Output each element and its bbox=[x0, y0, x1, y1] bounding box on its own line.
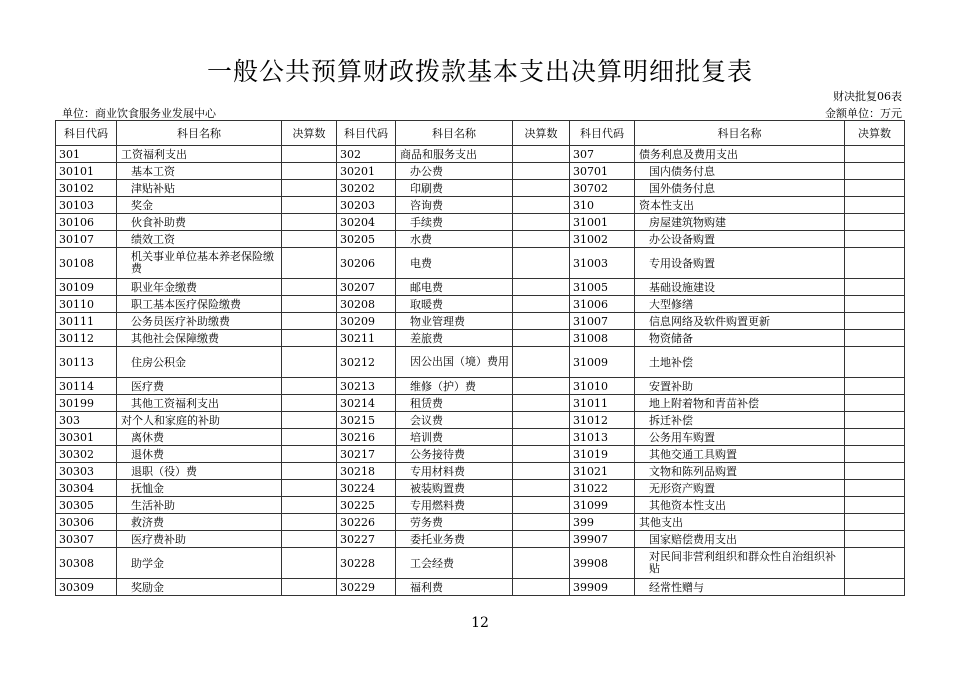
subject-code-cell: 303 bbox=[56, 412, 117, 429]
page-title: 一般公共预算财政拨款基本支出决算明细批复表 bbox=[206, 57, 753, 86]
amount-cell bbox=[282, 514, 337, 531]
amount-cell bbox=[282, 231, 337, 248]
subject-code-cell: 30304 bbox=[56, 480, 117, 497]
subject-name-cell: 住房公积金 bbox=[117, 347, 282, 378]
amount-cell bbox=[845, 531, 905, 548]
header-code-3: 科目代码 bbox=[570, 121, 635, 146]
table-row bbox=[56, 163, 905, 180]
subject-name-cell: 物资储备 bbox=[635, 330, 845, 347]
header-amount-3: 决算数 bbox=[845, 121, 905, 146]
subject-name-cell: 房屋建筑物购建 bbox=[635, 214, 845, 231]
amount-cell bbox=[513, 347, 570, 378]
amount-cell bbox=[513, 429, 570, 446]
subject-name-cell: 其他交通工具购置 bbox=[635, 446, 845, 463]
amount-cell bbox=[513, 412, 570, 429]
subject-code-cell: 30228 bbox=[337, 548, 396, 579]
subject-code-cell: 30205 bbox=[337, 231, 396, 248]
amount-cell bbox=[513, 163, 570, 180]
amount-cell bbox=[282, 296, 337, 313]
amount-cell bbox=[513, 463, 570, 480]
amount-cell bbox=[845, 146, 905, 163]
subject-code-cell: 30108 bbox=[56, 248, 117, 279]
subject-name-cell: 经常性赠与 bbox=[635, 579, 845, 596]
subject-code-cell: 30103 bbox=[56, 197, 117, 214]
subject-code-cell: 30206 bbox=[337, 248, 396, 279]
subject-name-cell: 邮电费 bbox=[396, 279, 513, 296]
subject-code-cell: 30208 bbox=[337, 296, 396, 313]
subject-name-cell: 电费 bbox=[396, 248, 513, 279]
subject-name-cell: 医疗费 bbox=[117, 378, 282, 395]
header-name-1: 科目名称 bbox=[117, 121, 282, 146]
subject-code-cell: 31022 bbox=[570, 480, 635, 497]
amount-cell bbox=[845, 330, 905, 347]
subject-code-cell: 30229 bbox=[337, 579, 396, 596]
header-name-2: 科目名称 bbox=[396, 121, 513, 146]
subject-code-cell: 30213 bbox=[337, 378, 396, 395]
subject-code-cell: 31010 bbox=[570, 378, 635, 395]
unit-label: 单位：商业饮食服务业发展中心 bbox=[62, 107, 216, 120]
subject-code-cell: 39909 bbox=[570, 579, 635, 596]
amount-cell bbox=[845, 446, 905, 463]
subject-code-cell: 30111 bbox=[56, 313, 117, 330]
subject-code-cell: 30202 bbox=[337, 180, 396, 197]
subject-code-cell: 31013 bbox=[570, 429, 635, 446]
subject-code-cell: 30309 bbox=[56, 579, 117, 596]
subject-name-cell: 伙食补助费 bbox=[117, 214, 282, 231]
subject-name-cell: 公务用车购置 bbox=[635, 429, 845, 446]
amount-cell bbox=[513, 214, 570, 231]
subject-code-cell: 31001 bbox=[570, 214, 635, 231]
subject-name-cell: 咨询费 bbox=[396, 197, 513, 214]
subject-code-cell: 30204 bbox=[337, 214, 396, 231]
subject-name-cell: 资本性支出 bbox=[635, 197, 845, 214]
subject-name-cell: 印刷费 bbox=[396, 180, 513, 197]
table-row bbox=[56, 180, 905, 197]
subject-code-cell: 31002 bbox=[570, 231, 635, 248]
subject-name-cell: 差旅费 bbox=[396, 330, 513, 347]
amount-cell bbox=[513, 146, 570, 163]
amount-cell bbox=[282, 548, 337, 579]
amount-cell bbox=[845, 548, 905, 579]
subject-name-cell: 公务接待费 bbox=[396, 446, 513, 463]
subject-name-cell: 工会经费 bbox=[396, 548, 513, 579]
subject-code-cell: 31003 bbox=[570, 248, 635, 279]
subject-code-cell: 30211 bbox=[337, 330, 396, 347]
table-header-row bbox=[56, 121, 905, 146]
subject-code-cell: 30215 bbox=[337, 412, 396, 429]
amount-cell bbox=[282, 480, 337, 497]
subject-name-cell: 国家赔偿费用支出 bbox=[635, 531, 845, 548]
amount-cell bbox=[513, 180, 570, 197]
subject-name-cell: 国外债务付息 bbox=[635, 180, 845, 197]
amount-cell bbox=[282, 395, 337, 412]
subject-code-cell: 31011 bbox=[570, 395, 635, 412]
amount-cell bbox=[845, 579, 905, 596]
header-code-2: 科目代码 bbox=[337, 121, 396, 146]
subject-name-cell: 其他工资福利支出 bbox=[117, 395, 282, 412]
subject-code-cell: 30303 bbox=[56, 463, 117, 480]
amount-cell bbox=[282, 446, 337, 463]
subject-code-cell: 30308 bbox=[56, 548, 117, 579]
amount-cell bbox=[845, 180, 905, 197]
subject-code-cell: 31008 bbox=[570, 330, 635, 347]
subject-name-cell: 劳务费 bbox=[396, 514, 513, 531]
subject-code-cell: 30216 bbox=[337, 429, 396, 446]
table-row bbox=[56, 330, 905, 347]
budget-table bbox=[55, 120, 905, 596]
subject-code-cell: 30101 bbox=[56, 163, 117, 180]
amount-cell bbox=[282, 197, 337, 214]
amount-cell bbox=[513, 378, 570, 395]
subject-name-cell: 职工基本医疗保险缴费 bbox=[117, 296, 282, 313]
table-row bbox=[56, 347, 905, 378]
subject-name-cell: 地上附着物和青苗补偿 bbox=[635, 395, 845, 412]
subject-code-cell: 301 bbox=[56, 146, 117, 163]
subject-name-cell: 公务员医疗补助缴费 bbox=[117, 313, 282, 330]
subject-code-cell: 31009 bbox=[570, 347, 635, 378]
amount-cell bbox=[282, 330, 337, 347]
subject-code-cell: 30301 bbox=[56, 429, 117, 446]
subject-code-cell: 30214 bbox=[337, 395, 396, 412]
subject-code-cell: 30702 bbox=[570, 180, 635, 197]
subject-name-cell: 离休费 bbox=[117, 429, 282, 446]
subject-name-cell: 办公设备购置 bbox=[635, 231, 845, 248]
subject-code-cell: 31012 bbox=[570, 412, 635, 429]
amount-cell bbox=[282, 531, 337, 548]
subject-name-cell: 委托业务费 bbox=[396, 531, 513, 548]
subject-name-cell: 债务利息及费用支出 bbox=[635, 146, 845, 163]
subject-code-cell: 30212 bbox=[337, 347, 396, 378]
table-row bbox=[56, 497, 905, 514]
amount-cell bbox=[513, 548, 570, 579]
amount-cell bbox=[282, 412, 337, 429]
amount-unit-label: 金额单位：万元 bbox=[825, 107, 902, 120]
table-row bbox=[56, 214, 905, 231]
subject-code-cell: 30109 bbox=[56, 279, 117, 296]
subject-name-cell: 无形资产购置 bbox=[635, 480, 845, 497]
subject-name-cell: 租赁费 bbox=[396, 395, 513, 412]
subject-name-cell: 专用材料费 bbox=[396, 463, 513, 480]
subject-name-cell: 办公费 bbox=[396, 163, 513, 180]
amount-cell bbox=[845, 313, 905, 330]
subject-code-cell: 30209 bbox=[337, 313, 396, 330]
amount-cell bbox=[845, 497, 905, 514]
amount-cell bbox=[513, 514, 570, 531]
subject-name-cell: 其他资本性支出 bbox=[635, 497, 845, 514]
amount-cell bbox=[845, 412, 905, 429]
subject-name-cell: 水费 bbox=[396, 231, 513, 248]
subject-name-cell: 取暖费 bbox=[396, 296, 513, 313]
table-row bbox=[56, 548, 905, 579]
table-row bbox=[56, 231, 905, 248]
subject-name-cell: 安置补助 bbox=[635, 378, 845, 395]
subject-name-cell: 物业管理费 bbox=[396, 313, 513, 330]
amount-cell bbox=[513, 296, 570, 313]
amount-cell bbox=[282, 146, 337, 163]
report-number: 财决批复06表 bbox=[833, 90, 902, 103]
subject-name-cell: 津贴补贴 bbox=[117, 180, 282, 197]
subject-name-cell: 国内债务付息 bbox=[635, 163, 845, 180]
amount-cell bbox=[845, 279, 905, 296]
header-name-3: 科目名称 bbox=[635, 121, 845, 146]
amount-cell bbox=[282, 463, 337, 480]
subject-code-cell: 31019 bbox=[570, 446, 635, 463]
amount-cell bbox=[282, 429, 337, 446]
subject-name-cell: 职业年金缴费 bbox=[117, 279, 282, 296]
subject-name-cell: 生活补助 bbox=[117, 497, 282, 514]
subject-name-cell: 对民间非营利组织和群众性自治组织补贴 bbox=[635, 548, 845, 579]
subject-code-cell: 30112 bbox=[56, 330, 117, 347]
amount-cell bbox=[845, 231, 905, 248]
amount-cell bbox=[845, 214, 905, 231]
subject-code-cell: 30302 bbox=[56, 446, 117, 463]
subject-name-cell: 其他支出 bbox=[635, 514, 845, 531]
subject-code-cell: 307 bbox=[570, 146, 635, 163]
table-row bbox=[56, 248, 905, 279]
amount-cell bbox=[845, 514, 905, 531]
amount-cell bbox=[282, 497, 337, 514]
subject-code-cell: 310 bbox=[570, 197, 635, 214]
subject-code-cell: 30201 bbox=[337, 163, 396, 180]
subject-code-cell: 31005 bbox=[570, 279, 635, 296]
subject-name-cell: 培训费 bbox=[396, 429, 513, 446]
amount-cell bbox=[282, 279, 337, 296]
subject-name-cell: 被装购置费 bbox=[396, 480, 513, 497]
subject-name-cell: 福利费 bbox=[396, 579, 513, 596]
subject-name-cell: 手续费 bbox=[396, 214, 513, 231]
subject-code-cell: 39907 bbox=[570, 531, 635, 548]
subject-code-cell: 31006 bbox=[570, 296, 635, 313]
table-row bbox=[56, 531, 905, 548]
subject-code-cell: 30218 bbox=[337, 463, 396, 480]
amount-cell bbox=[513, 531, 570, 548]
table-row bbox=[56, 197, 905, 214]
table-row bbox=[56, 514, 905, 531]
subject-name-cell: 奖励金 bbox=[117, 579, 282, 596]
amount-cell bbox=[282, 248, 337, 279]
amount-cell bbox=[845, 480, 905, 497]
subject-name-cell: 专用设备购置 bbox=[635, 248, 845, 279]
amount-cell bbox=[282, 214, 337, 231]
table-row bbox=[56, 412, 905, 429]
subject-code-cell: 30701 bbox=[570, 163, 635, 180]
subject-name-cell: 对个人和家庭的补助 bbox=[117, 412, 282, 429]
amount-cell bbox=[845, 463, 905, 480]
subject-name-cell: 文物和陈列品购置 bbox=[635, 463, 845, 480]
amount-cell bbox=[513, 231, 570, 248]
table-row bbox=[56, 446, 905, 463]
subject-code-cell: 31021 bbox=[570, 463, 635, 480]
subject-name-cell: 会议费 bbox=[396, 412, 513, 429]
subject-name-cell: 因公出国（境）费用 bbox=[396, 347, 513, 378]
amount-cell bbox=[845, 395, 905, 412]
subject-name-cell: 工资福利支出 bbox=[117, 146, 282, 163]
table-row bbox=[56, 395, 905, 412]
amount-cell bbox=[513, 480, 570, 497]
subject-code-cell: 30203 bbox=[337, 197, 396, 214]
table-row bbox=[56, 313, 905, 330]
subject-code-cell: 302 bbox=[337, 146, 396, 163]
subject-code-cell: 30114 bbox=[56, 378, 117, 395]
table-row bbox=[56, 463, 905, 480]
table-row bbox=[56, 579, 905, 596]
amount-cell bbox=[513, 197, 570, 214]
subject-code-cell: 30307 bbox=[56, 531, 117, 548]
subject-name-cell: 信息网络及软件购置更新 bbox=[635, 313, 845, 330]
subject-code-cell: 399 bbox=[570, 514, 635, 531]
amount-cell bbox=[845, 429, 905, 446]
table-row bbox=[56, 146, 905, 163]
table-row bbox=[56, 296, 905, 313]
subject-name-cell: 专用燃料费 bbox=[396, 497, 513, 514]
amount-cell bbox=[282, 163, 337, 180]
subject-name-cell: 机关事业单位基本养老保险缴费 bbox=[117, 248, 282, 279]
amount-cell bbox=[282, 579, 337, 596]
amount-cell bbox=[282, 180, 337, 197]
subject-name-cell: 土地补偿 bbox=[635, 347, 845, 378]
table-row bbox=[56, 378, 905, 395]
subject-code-cell: 30306 bbox=[56, 514, 117, 531]
amount-cell bbox=[513, 279, 570, 296]
subject-name-cell: 其他社会保障缴费 bbox=[117, 330, 282, 347]
subject-code-cell: 30199 bbox=[56, 395, 117, 412]
subject-name-cell: 基础设施建设 bbox=[635, 279, 845, 296]
table-row bbox=[56, 429, 905, 446]
amount-cell bbox=[282, 378, 337, 395]
subject-code-cell: 30106 bbox=[56, 214, 117, 231]
table-row bbox=[56, 480, 905, 497]
subject-name-cell: 商品和服务支出 bbox=[396, 146, 513, 163]
subject-name-cell: 基本工资 bbox=[117, 163, 282, 180]
subject-name-cell: 拆迁补偿 bbox=[635, 412, 845, 429]
amount-cell bbox=[845, 248, 905, 279]
amount-cell bbox=[845, 378, 905, 395]
amount-cell bbox=[513, 446, 570, 463]
subject-name-cell: 绩效工资 bbox=[117, 231, 282, 248]
subject-code-cell: 30224 bbox=[337, 480, 396, 497]
amount-cell bbox=[845, 296, 905, 313]
subject-name-cell: 大型修缮 bbox=[635, 296, 845, 313]
subject-name-cell: 退职（役）费 bbox=[117, 463, 282, 480]
subject-code-cell: 30107 bbox=[56, 231, 117, 248]
amount-cell bbox=[282, 313, 337, 330]
amount-cell bbox=[845, 347, 905, 378]
amount-cell bbox=[513, 313, 570, 330]
subject-code-cell: 30102 bbox=[56, 180, 117, 197]
subject-code-cell: 30225 bbox=[337, 497, 396, 514]
subject-code-cell: 30207 bbox=[337, 279, 396, 296]
subject-code-cell: 30226 bbox=[337, 514, 396, 531]
amount-cell bbox=[513, 579, 570, 596]
subject-name-cell: 助学金 bbox=[117, 548, 282, 579]
subject-code-cell: 30110 bbox=[56, 296, 117, 313]
amount-cell bbox=[513, 248, 570, 279]
subject-code-cell: 30305 bbox=[56, 497, 117, 514]
amount-cell bbox=[845, 163, 905, 180]
header-amount-1: 决算数 bbox=[282, 121, 337, 146]
subject-name-cell: 抚恤金 bbox=[117, 480, 282, 497]
subject-code-cell: 30227 bbox=[337, 531, 396, 548]
subject-name-cell: 维修（护）费 bbox=[396, 378, 513, 395]
subject-code-cell: 31007 bbox=[570, 313, 635, 330]
subject-name-cell: 医疗费补助 bbox=[117, 531, 282, 548]
subject-code-cell: 39908 bbox=[570, 548, 635, 579]
subject-code-cell: 30217 bbox=[337, 446, 396, 463]
subject-code-cell: 31099 bbox=[570, 497, 635, 514]
amount-cell bbox=[845, 197, 905, 214]
subject-name-cell: 救济费 bbox=[117, 514, 282, 531]
amount-cell bbox=[282, 347, 337, 378]
amount-cell bbox=[513, 330, 570, 347]
subject-name-cell: 退休费 bbox=[117, 446, 282, 463]
header-code-1: 科目代码 bbox=[56, 121, 117, 146]
subject-name-cell: 奖金 bbox=[117, 197, 282, 214]
subject-code-cell: 30113 bbox=[56, 347, 117, 378]
amount-cell bbox=[513, 395, 570, 412]
page-number: 12 bbox=[471, 615, 489, 631]
header-amount-2: 决算数 bbox=[513, 121, 570, 146]
amount-cell bbox=[513, 497, 570, 514]
table-row bbox=[56, 279, 905, 296]
